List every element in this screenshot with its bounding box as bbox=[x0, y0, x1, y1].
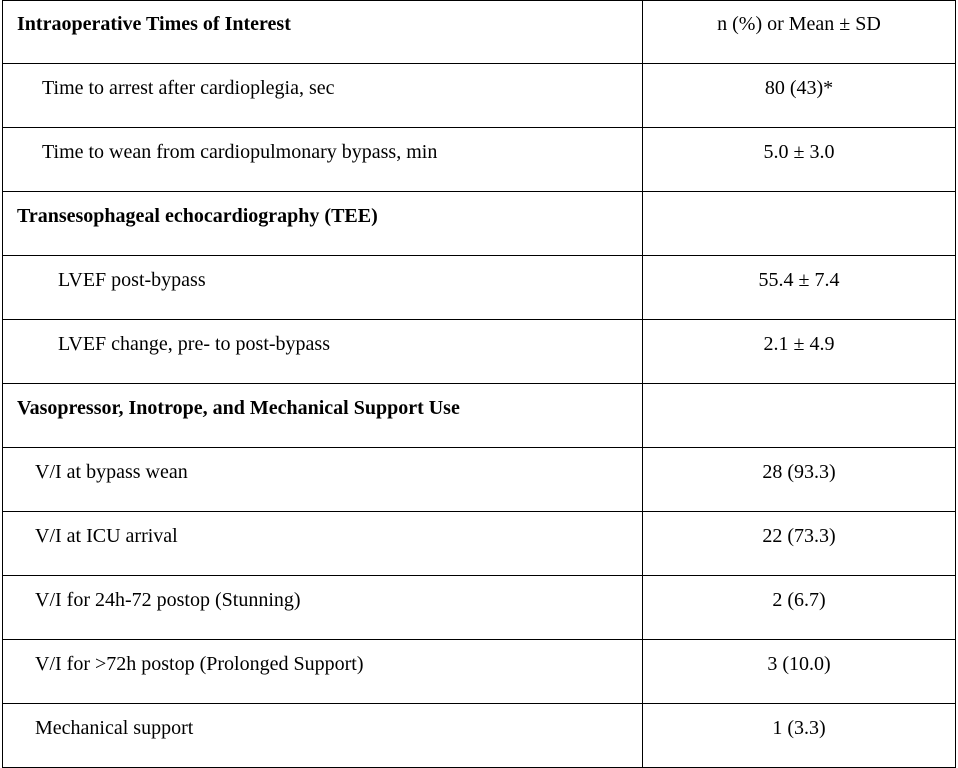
section-heading-vasopressor: Vasopressor, Inotrope, and Mechanical Support Use bbox=[3, 384, 643, 448]
row-value: 2 (6.7) bbox=[643, 576, 956, 640]
row-value: 55.4 ± 7.4 bbox=[643, 256, 956, 320]
row-label: LVEF post-bypass bbox=[3, 256, 643, 320]
row-value: 5.0 ± 3.0 bbox=[643, 128, 956, 192]
table-row bbox=[3, 512, 956, 576]
row-value: 1 (3.3) bbox=[643, 704, 956, 768]
table-row bbox=[3, 576, 956, 640]
table-header-row bbox=[3, 1, 956, 64]
table-row bbox=[3, 256, 956, 320]
table-row bbox=[3, 640, 956, 704]
section-heading-tee: Transesophageal echocardiography (TEE) bbox=[3, 192, 643, 256]
row-value bbox=[643, 192, 956, 256]
table-row bbox=[3, 448, 956, 512]
row-label: V/I for >72h postop (Prolonged Support) bbox=[3, 640, 643, 704]
row-value bbox=[643, 384, 956, 448]
row-label: V/I for 24h-72 postop (Stunning) bbox=[3, 576, 643, 640]
table-section-row bbox=[3, 384, 956, 448]
row-value: 22 (73.3) bbox=[643, 512, 956, 576]
row-label: Time to wean from cardiopulmonary bypass, min bbox=[3, 128, 643, 192]
row-label: V/I at ICU arrival bbox=[3, 512, 643, 576]
row-label: Mechanical support bbox=[3, 704, 643, 768]
row-value: 80 (43)* bbox=[643, 64, 956, 128]
row-value: 3 (10.0) bbox=[643, 640, 956, 704]
table-row bbox=[3, 320, 956, 384]
table-section-row bbox=[3, 192, 956, 256]
section-heading-intraoperative-times: Intraoperative Times of Interest bbox=[3, 1, 643, 64]
row-label: LVEF change, pre- to post-bypass bbox=[3, 320, 643, 384]
table-row bbox=[3, 64, 956, 128]
row-value: 28 (93.3) bbox=[643, 448, 956, 512]
row-label: V/I at bypass wean bbox=[3, 448, 643, 512]
row-label: Time to arrest after cardioplegia, sec bbox=[3, 64, 643, 128]
row-value: 2.1 ± 4.9 bbox=[643, 320, 956, 384]
column-heading-statistic: n (%) or Mean ± SD bbox=[643, 1, 956, 64]
results-table bbox=[2, 0, 956, 768]
table-row bbox=[3, 128, 956, 192]
table-row bbox=[3, 704, 956, 768]
